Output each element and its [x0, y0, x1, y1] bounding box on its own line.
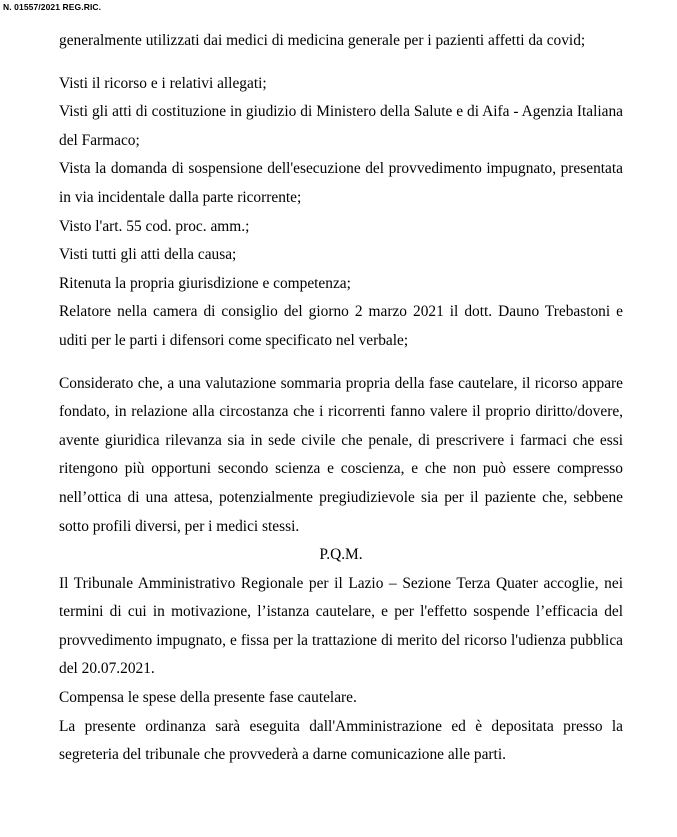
- ordinanza-esecuzione: La presente ordinanza sarà eseguita dall'Amministrazione ed è depositata presso la segreteria del tribunale che provvederà a darne comunicazione alle parti.: [59, 717, 623, 764]
- ritenuta: Ritenuta la propria giurisdizione e competenza;: [59, 274, 351, 292]
- tribunale-decision: Il Tribunale Amministrativo Regionale per il Lazio – Sezione Terza Quater accoglie, nei termini di cui in motivazione, l’istanza cautelare, e per l'effetto sospende l’efficacia del provvedimento impugnato, e fissa per la trattazione di merito del ricorso l'udienza pubblica del 20.07.2021.: [59, 574, 623, 678]
- considerato: Considerato che, a una valutazione sommaria propria della fase cautelare, il ricorso appare fondato, in relazione alla circostanza che i ricorrenti fanno valere il proprio diritto/dovere, avente giuridica rilevanza sia in sede civile che penale, di prescrivere i farmaci che essi ritengono più opportuni secondo scienza e coscienza, e che non può essere compresso nell’ottica di una attesa, potenzialmente pregiudizievole sia per il paziente che, sebbene sotto profili diversi, per i medici stessi.: [59, 374, 623, 535]
- relatore: Relatore nella camera di consiglio del giorno 2 marzo 2021 il dott. Dauno Trebastoni e uditi per le parti i difensori come specificato nel verbale;: [59, 303, 623, 349]
- vista-domanda: Vista la domanda di sospensione dell'esecuzione del provvedimento impugnato, presentata in via incidentale dalla parte ricorrente;: [59, 160, 623, 206]
- pqm-heading: P.Q.M.: [319, 546, 363, 564]
- document-body: [59, 27, 623, 770]
- registry-number: N. 01557/2021 REG.RIC.: [3, 2, 102, 12]
- paragraph-intro: generalmente utilizzati dai medici di medicina generale per i pazienti affetti da covid;: [59, 32, 586, 49]
- paragraph-gap: [59, 56, 623, 70]
- compensa-spese: Compensa le spese della presente fase cautelare.: [59, 689, 357, 707]
- visti-costituzione: Visti gli atti di costituzione in giudizio di Ministero della Salute e di Aifa - Agenzia Italiana del Farmaco;: [59, 103, 623, 149]
- visto-art: Visto l'art. 55 cod. proc. amm.;: [59, 217, 250, 235]
- visti-atti: Visti tutti gli atti della causa;: [59, 246, 237, 264]
- paragraph-gap: [59, 356, 623, 370]
- visti-ricorso: Visti il ricorso e i relativi allegati;: [59, 74, 267, 92]
